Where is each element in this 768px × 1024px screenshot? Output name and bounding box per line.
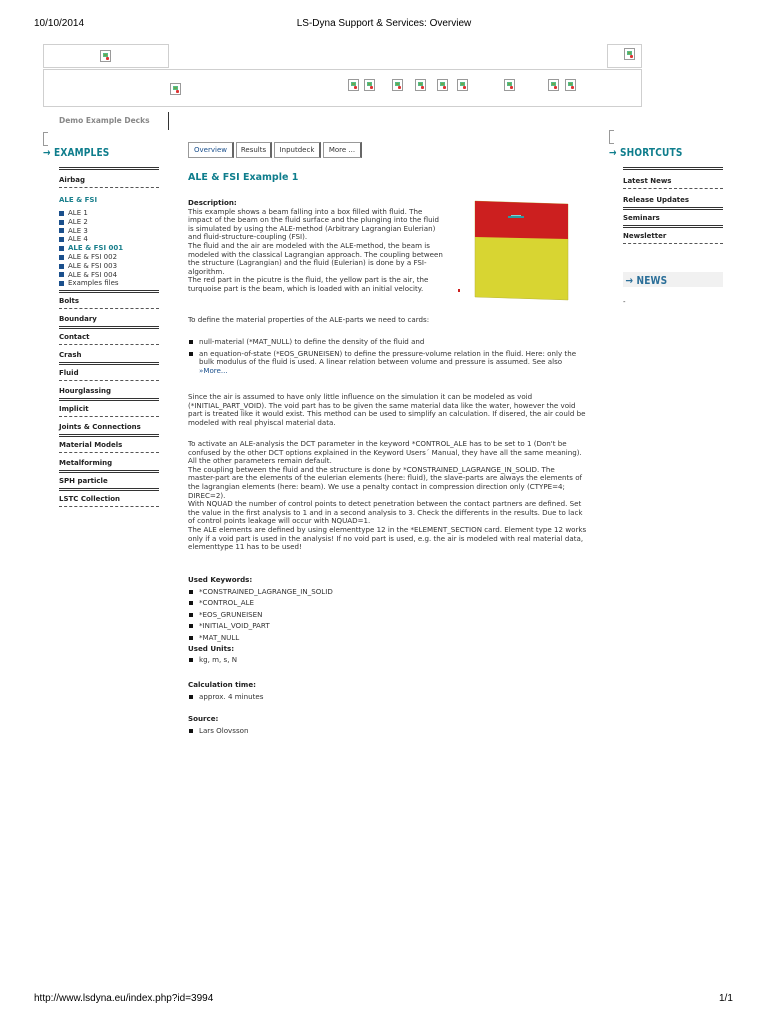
divider bbox=[59, 488, 159, 491]
sidebar-subnav bbox=[59, 209, 161, 288]
bullet-square-icon bbox=[59, 228, 64, 233]
shortcut-latest-news[interactable]: Latest News bbox=[623, 177, 672, 185]
simulation-image-svg bbox=[458, 200, 570, 302]
source-item bbox=[188, 727, 488, 736]
nav-image-icon[interactable] bbox=[415, 79, 426, 91]
divider bbox=[59, 362, 159, 365]
calc-time-heading: Calculation time: bbox=[188, 680, 256, 689]
description-line: and fluid-structure-coupling (FSI). bbox=[188, 232, 308, 242]
subitem-label: ALE & FSI 003 bbox=[68, 261, 118, 270]
subitem-label: Examples files bbox=[68, 279, 119, 288]
tab-inputdeck[interactable]: Inputdeck bbox=[274, 142, 321, 158]
paragraph-line: confused by the other DCT options explained in the Keyword Users´ Manual, they have all the same meaning). bbox=[188, 447, 582, 457]
divider bbox=[59, 187, 159, 189]
unit-item bbox=[188, 656, 488, 665]
subitem-label: ALE 3 bbox=[68, 226, 88, 235]
shortcut-seminars[interactable]: Seminars bbox=[623, 214, 660, 222]
sidebar-item-boundary[interactable]: Boundary bbox=[59, 315, 97, 324]
subitem-label: ALE 2 bbox=[68, 217, 88, 226]
source-text: Lars Olovsson bbox=[199, 725, 249, 735]
sidebar-item-fluid[interactable]: Fluid bbox=[59, 369, 79, 378]
paragraph-line: (*INITIAL_PART_VOID). The void part has to be given the same material data like the water, however the void bbox=[188, 400, 576, 410]
paragraph-line: The ALE elements are defined by using elementtype 12 in the *ELEMENT_SECTION card. Element type 12 works bbox=[188, 524, 587, 534]
print-url: http://www.lsdyna.eu/index.php?id=3994 bbox=[34, 993, 214, 1004]
description-line: the structure (Lagrangian) and the fluid (Eulerian) is done by a FSI- bbox=[188, 258, 427, 268]
description-line: algorithm. bbox=[188, 266, 225, 276]
sidebar-item-airbag[interactable]: Airbag bbox=[59, 176, 86, 184]
nav-image-icon[interactable] bbox=[392, 79, 403, 91]
logo-image-placeholder[interactable] bbox=[43, 44, 169, 68]
nav-image-icon[interactable] bbox=[504, 79, 515, 91]
divider bbox=[59, 290, 159, 293]
description-line: The red part in the picutre is the fluid, the yellow part is the air, the bbox=[188, 275, 429, 285]
nav-image-icon[interactable] bbox=[348, 79, 359, 91]
used-keywords-heading: Used Keywords: bbox=[188, 575, 253, 584]
tab-results[interactable]: Results bbox=[236, 142, 272, 158]
paragraph-line: Since the air is assumed to have only little influence on the simulation it can be modeled as void bbox=[188, 392, 533, 401]
beam-highlight bbox=[511, 215, 521, 216]
unit-text: kg, m, s, N bbox=[199, 655, 238, 665]
news-dash: - bbox=[623, 298, 626, 306]
paragraph-line: The coupling between the fluid and the structure is done by *CONSTRAINED_LAGRANGE_IN_SOLID. The bbox=[188, 464, 555, 474]
sidebar-item-implicit[interactable]: Implicit bbox=[59, 405, 89, 414]
description-line: turquoise part is the beam, which is loaded with an initial velocity. bbox=[188, 283, 424, 293]
bullet-icon bbox=[189, 352, 193, 356]
news-heading-text: → NEWS bbox=[625, 274, 668, 287]
divider bbox=[59, 506, 159, 508]
beam-part bbox=[508, 216, 524, 218]
paragraph-line: To activate an ALE-analysis the DCT parameter in the keyword *CONTROL_ALE has to be set to 1 (Don't be bbox=[188, 439, 567, 448]
sidebar-subitem-ale-1[interactable] bbox=[59, 209, 161, 218]
description-block bbox=[188, 199, 458, 294]
examples-heading bbox=[43, 146, 163, 160]
description-line: impact of the beam on the fluid surface and the plunging into the fluid bbox=[188, 215, 440, 225]
bullet-square-icon bbox=[59, 237, 64, 242]
sidebar-subitem-ale-fsi-001[interactable] bbox=[59, 244, 161, 253]
keyword-item bbox=[188, 588, 488, 597]
sidebar-subitem-ale-3[interactable] bbox=[59, 227, 161, 236]
news-heading bbox=[623, 272, 723, 287]
sidebar-item-contact[interactable]: Contact bbox=[59, 333, 90, 342]
breadcrumb[interactable]: Demo Example Decks bbox=[59, 116, 150, 125]
bullet-square-icon bbox=[59, 220, 64, 225]
keyword-text: *CONSTRAINED_LAGRANGE_IN_SOLID bbox=[199, 586, 333, 596]
source-section bbox=[188, 715, 488, 735]
broken-image-icon bbox=[624, 48, 635, 60]
divider bbox=[59, 416, 159, 418]
paragraph-line: the value in the first analysis to 1 and in a second analysis to 3. Check the differents in the results. Due to lack bbox=[188, 507, 583, 517]
paragraph-line: master-part are the elements of the eulerian elements (here: fluid), the slave-parts are always the elements of bbox=[188, 473, 583, 483]
paragraph-ale bbox=[188, 440, 593, 552]
subitem-label: ALE 4 bbox=[68, 235, 88, 244]
sidebar-item-ale-fsi[interactable]: ALE & FSI bbox=[59, 196, 98, 204]
divider bbox=[59, 167, 159, 170]
divider bbox=[623, 207, 723, 210]
material-bullet-text: null-material (*MAT_NULL) to define the density of the fluid and bbox=[199, 337, 425, 346]
paragraph-line: part is treated like it would exist. This method can be used to simplify an calculation. If disered, the air could be bbox=[188, 409, 586, 419]
print-page-number: 1/1 bbox=[719, 993, 733, 1004]
material-bullet-line: an equation-of-state (*EOS_GRUNEISEN) to define the pressure-volume relation in the fluid. Here: only the bbox=[199, 348, 577, 358]
divider bbox=[59, 308, 159, 310]
nav-image-icon[interactable] bbox=[457, 79, 468, 91]
simulation-image bbox=[458, 200, 570, 302]
paragraph-line: only if a void part is used in the analysis! If no void part is used, e.g. the air is modeled with real material data, bbox=[188, 533, 584, 543]
material-intro: To define the material properties of the ALE-parts we need to cards: bbox=[188, 315, 430, 324]
bullet-icon bbox=[189, 590, 193, 594]
shortcuts-heading bbox=[609, 146, 729, 160]
description-line: The fluid and the air are modeled with the ALE-method, the beam is bbox=[188, 240, 430, 250]
divider bbox=[59, 380, 159, 382]
keyword-item bbox=[188, 622, 488, 631]
bullet-icon bbox=[189, 624, 193, 628]
keyword-item bbox=[188, 599, 488, 608]
used-units-heading: Used Units: bbox=[188, 643, 235, 653]
material-bullet-line: bulk modulus of the fluid is used. A linear relation between volume and pressure is assumed. See also bbox=[199, 357, 563, 367]
print-title: LS-Dyna Support & Services: Overview bbox=[296, 18, 472, 29]
bullet-square-icon bbox=[59, 272, 64, 277]
subitem-label: ALE & FSI 001 bbox=[68, 244, 124, 253]
print-date: 10/10/2014 bbox=[34, 18, 85, 29]
bullet-square-icon bbox=[59, 211, 64, 216]
sidebar-item-metalforming[interactable]: Metalforming bbox=[59, 459, 113, 468]
bullet-square-icon bbox=[59, 264, 64, 269]
paragraph-air bbox=[188, 393, 588, 427]
shortcut-newsletter[interactable]: Newsletter bbox=[623, 232, 667, 240]
keyword-text: *MAT_NULL bbox=[199, 632, 240, 642]
calc-time-text: approx. 4 minutes bbox=[199, 691, 264, 701]
divider bbox=[59, 344, 159, 346]
keyword-text: *CONTROL_ALE bbox=[199, 598, 255, 608]
paragraph-line: of control points leakage will occur with NQUAD=1. bbox=[188, 516, 371, 526]
nav-image-icon[interactable] bbox=[565, 79, 576, 91]
keyword-text: *INITIAL_VOID_PART bbox=[199, 621, 270, 631]
sidebar-right-nav bbox=[623, 167, 725, 245]
sidebar-item-bolts[interactable]: Bolts bbox=[59, 297, 80, 306]
sidebar-item-hourglassing[interactable]: Hourglassing bbox=[59, 387, 111, 396]
material-list bbox=[188, 338, 588, 375]
bullet-icon bbox=[189, 658, 193, 662]
bullet-icon bbox=[189, 695, 193, 699]
paragraph-line: the lagrangian elements (here: beam). We use a penalty contact in compression direction only (CTYPE=4; bbox=[188, 481, 565, 491]
calc-time-section bbox=[188, 681, 488, 701]
top-nav-image-links bbox=[344, 78, 569, 92]
divider bbox=[623, 243, 723, 245]
divider bbox=[623, 188, 723, 190]
divider bbox=[59, 434, 159, 437]
subitem-label: ALE & FSI 002 bbox=[68, 252, 118, 261]
paragraph-line: All the other parameters remain default. bbox=[188, 456, 332, 466]
banner-image-placeholder-right[interactable] bbox=[607, 44, 642, 68]
sidebar-left-nav bbox=[59, 167, 161, 508]
article-title: ALE & FSI Example 1 bbox=[188, 172, 299, 183]
sidebar-subitem-ale-2[interactable] bbox=[59, 218, 161, 227]
paragraph-line: DIREC=2). bbox=[188, 490, 226, 500]
nav-image-icon[interactable] bbox=[364, 79, 375, 91]
side-marker-left bbox=[43, 132, 48, 146]
divider bbox=[59, 470, 159, 473]
nav-image-icon[interactable] bbox=[548, 79, 559, 91]
top-banner bbox=[43, 69, 642, 107]
description-heading: Description: bbox=[188, 198, 237, 207]
examples-heading-text: → EXAMPLES bbox=[43, 146, 110, 159]
bullet-icon bbox=[189, 601, 193, 605]
sidebar-subitem-ale-fsi-002[interactable] bbox=[59, 253, 161, 262]
shortcuts-heading-text: → SHORTCUTS bbox=[609, 146, 683, 159]
keyword-item bbox=[188, 634, 488, 643]
paragraph-line: With NQUAD the number of control points to detect penetration between the contact partners are defined. Set bbox=[188, 499, 582, 509]
broken-image-icon bbox=[100, 50, 111, 62]
material-bullet bbox=[188, 350, 588, 376]
divider bbox=[59, 398, 159, 401]
sidebar-item-lstc-collection[interactable]: LSTC Collection bbox=[59, 495, 121, 504]
side-marker-right bbox=[609, 130, 614, 144]
description-line: This example shows a beam falling into a box filled with fluid. The bbox=[188, 206, 423, 216]
paragraph-line: elementtype 11 has to be used! bbox=[188, 542, 302, 552]
sidebar-subitem-examples-files[interactable] bbox=[59, 279, 161, 288]
more-link[interactable]: »More... bbox=[199, 365, 228, 375]
bullet-square-icon bbox=[59, 246, 64, 251]
bullet-icon bbox=[189, 729, 193, 733]
divider bbox=[59, 452, 159, 454]
description-line: modeled with the classical Lagrangian approach. The coupling between bbox=[188, 249, 443, 259]
bullet-square-icon bbox=[59, 281, 64, 286]
sidebar-item-joints-connections[interactable]: Joints & Connections bbox=[59, 423, 141, 432]
sidebar-subitem-ale-4[interactable] bbox=[59, 235, 161, 244]
broken-image-icon bbox=[170, 83, 181, 95]
tab-more[interactable]: More ... bbox=[323, 142, 362, 158]
divider bbox=[623, 225, 723, 228]
source-heading: Source: bbox=[188, 714, 219, 723]
calc-time-item bbox=[188, 693, 488, 702]
bullet-icon bbox=[189, 613, 193, 617]
description-line: is simulated by using the ALE-method (Arbitrary Lagrangian Eulerian) bbox=[188, 223, 436, 233]
breadcrumb-divider bbox=[168, 112, 169, 130]
keyword-item bbox=[188, 611, 488, 620]
material-bullet-text bbox=[199, 350, 576, 376]
divider bbox=[623, 167, 723, 170]
subitem-label: ALE 1 bbox=[68, 209, 88, 217]
nav-image-icon[interactable] bbox=[437, 79, 448, 91]
bullet-icon bbox=[189, 340, 193, 344]
keyword-text: *EOS_GRUNEISEN bbox=[199, 609, 263, 619]
paragraph-line: modeled with real phyiscal material data. bbox=[188, 417, 336, 427]
used-keywords-section bbox=[188, 576, 488, 665]
sidebar-item-material-models[interactable]: Material Models bbox=[59, 441, 123, 450]
subitem-label: ALE & FSI 004 bbox=[68, 270, 118, 279]
shortcut-release-updates[interactable]: Release Updates bbox=[623, 196, 690, 204]
axis-marker bbox=[458, 289, 460, 292]
sidebar-subitem-ale-fsi-003[interactable] bbox=[59, 262, 161, 271]
divider bbox=[59, 326, 159, 329]
sidebar-subitem-ale-fsi-004[interactable] bbox=[59, 271, 161, 280]
sidebar-item-sph-particle[interactable]: SPH particle bbox=[59, 477, 108, 486]
bullet-icon bbox=[189, 636, 193, 640]
material-bullet bbox=[188, 338, 588, 347]
fluid-region bbox=[475, 201, 568, 239]
bullet-square-icon bbox=[59, 255, 64, 260]
sidebar-item-crash[interactable]: Crash bbox=[59, 351, 82, 360]
tab-overview[interactable]: Overview bbox=[188, 142, 234, 158]
